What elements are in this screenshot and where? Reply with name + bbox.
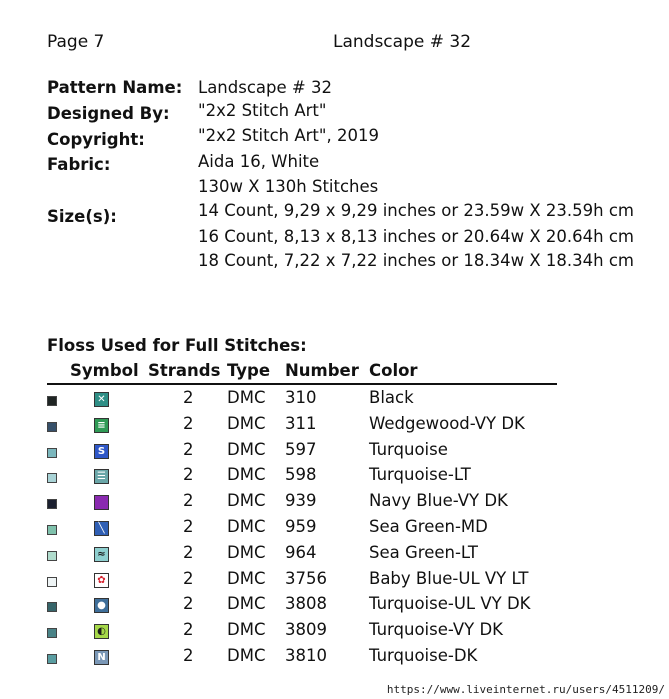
number-cell: 3810 — [285, 646, 327, 665]
number-cell: 959 — [285, 517, 317, 536]
size-18-count: 18 Count, 7,22 x 7,22 inches or 18.34w X 18.34h cm — [198, 251, 635, 270]
color-name-cell: Sea Green-LT — [369, 543, 478, 562]
number-cell: 598 — [285, 465, 317, 484]
size-16-count: 16 Count, 8,13 x 8,13 inches or 20.64w X 20.64h cm — [198, 227, 635, 246]
type-cell: DMC — [227, 517, 266, 536]
color-name-cell: Turquoise-DK — [369, 646, 478, 665]
color-name-cell: Wedgewood-VY DK — [369, 414, 525, 433]
type-cell: DMC — [227, 491, 266, 510]
color-swatch — [47, 473, 57, 483]
lines-icon: ≡ — [94, 418, 109, 433]
page-number: Page 7 — [47, 32, 105, 52]
table-row — [0, 646, 669, 672]
strands-cell: 2 — [183, 620, 194, 639]
color-swatch — [47, 396, 57, 406]
x-square-icon: ✕ — [94, 392, 109, 407]
table-row — [0, 388, 669, 414]
wave-icon: ≈ — [94, 547, 109, 562]
table-row — [0, 465, 669, 491]
color-swatch — [47, 602, 57, 612]
strands-cell: 2 — [183, 569, 194, 588]
table-row — [0, 414, 669, 440]
stitches-value: 130w X 130h Stitches — [198, 177, 379, 196]
size-14-count: 14 Count, 9,29 x 9,29 inches or 23.59w X 23.59h cm — [198, 201, 635, 220]
color-name-cell: Turquoise-LT — [369, 465, 471, 484]
column-header-symbol: Symbol — [70, 361, 139, 380]
strands-cell: 2 — [183, 388, 194, 407]
pattern-name-label: Pattern Name: — [47, 78, 183, 97]
strands-cell: 2 — [183, 517, 194, 536]
header-divider — [47, 383, 557, 385]
strands-cell: 2 — [183, 414, 194, 433]
color-swatch — [47, 654, 57, 664]
color-swatch — [47, 499, 57, 509]
table-row — [0, 440, 669, 466]
purple-square-icon — [94, 495, 109, 510]
color-name-cell: Baby Blue-UL VY LT — [369, 569, 529, 588]
copyright-value: "2x2 Stitch Art", 2019 — [198, 126, 379, 145]
table-row — [0, 594, 669, 620]
designed-by-label: Designed By: — [47, 104, 170, 123]
type-cell: DMC — [227, 388, 266, 407]
number-cell: 3756 — [285, 569, 327, 588]
number-cell: 3808 — [285, 594, 327, 613]
color-swatch — [47, 422, 57, 432]
letter-n-icon: N — [94, 650, 109, 665]
number-cell: 964 — [285, 543, 317, 562]
color-name-cell: Turquoise — [369, 440, 448, 459]
color-swatch — [47, 551, 57, 561]
table-row — [0, 491, 669, 517]
circle-icon: ◐ — [94, 624, 109, 639]
drop-icon: ● — [94, 598, 109, 613]
table-row — [0, 569, 669, 595]
table-row — [0, 543, 669, 569]
column-header-strands: Strands — [148, 361, 221, 380]
copyright-label: Copyright: — [47, 130, 145, 149]
strands-cell: 2 — [183, 594, 194, 613]
number-cell: 597 — [285, 440, 317, 459]
color-name-cell: Black — [369, 388, 414, 407]
type-cell: DMC — [227, 646, 266, 665]
floss-heading: Floss Used for Full Stitches: — [47, 336, 307, 355]
table-row — [0, 517, 669, 543]
page-title: Landscape # 32 — [333, 32, 472, 52]
column-header-number: Number — [285, 361, 359, 380]
color-swatch — [47, 628, 57, 638]
type-cell: DMC — [227, 465, 266, 484]
column-header-type: Type — [227, 361, 271, 380]
type-cell: DMC — [227, 594, 266, 613]
number-cell: 939 — [285, 491, 317, 510]
letter-s-icon: S — [94, 444, 109, 459]
flower-icon: ✿ — [94, 573, 109, 588]
footer-url: https://www.liveinternet.ru/users/4511209/ — [386, 683, 665, 696]
color-name-cell: Turquoise-VY DK — [369, 620, 504, 639]
designed-by-value: "2x2 Stitch Art" — [198, 101, 327, 120]
color-name-cell: Turquoise-UL VY DK — [369, 594, 531, 613]
number-cell: 311 — [285, 414, 317, 433]
table-row — [0, 620, 669, 646]
strands-cell: 2 — [183, 491, 194, 510]
color-name-cell: Sea Green-MD — [369, 517, 488, 536]
type-cell: DMC — [227, 620, 266, 639]
diagonal-icon: ╲ — [94, 521, 109, 536]
sizes-label: Size(s): — [47, 207, 117, 226]
bars-icon: ☰ — [94, 469, 109, 484]
strands-cell: 2 — [183, 646, 194, 665]
type-cell: DMC — [227, 440, 266, 459]
number-cell: 3809 — [285, 620, 327, 639]
color-swatch — [47, 577, 57, 587]
strands-cell: 2 — [183, 543, 194, 562]
type-cell: DMC — [227, 414, 266, 433]
strands-cell: 2 — [183, 440, 194, 459]
fabric-value: Aida 16, White — [198, 152, 320, 171]
fabric-label: Fabric: — [47, 155, 111, 174]
color-swatch — [47, 525, 57, 535]
number-cell: 310 — [285, 388, 317, 407]
pattern-name-value: Landscape # 32 — [198, 78, 332, 97]
type-cell: DMC — [227, 569, 266, 588]
column-header-color: Color — [369, 361, 418, 380]
color-swatch — [47, 448, 57, 458]
strands-cell: 2 — [183, 465, 194, 484]
type-cell: DMC — [227, 543, 266, 562]
color-name-cell: Navy Blue-VY DK — [369, 491, 508, 510]
